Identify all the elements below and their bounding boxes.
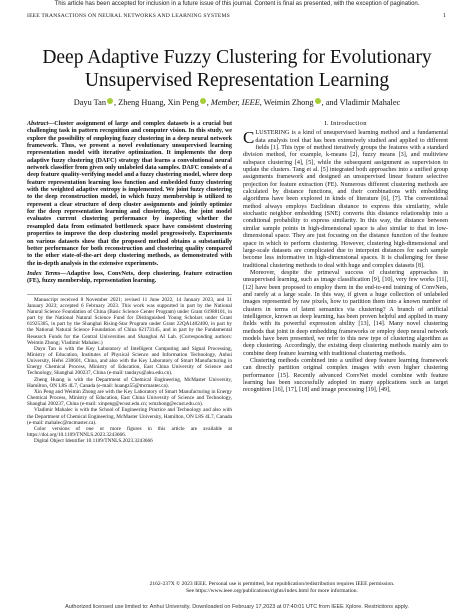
running-head: IEEE TRANSACTIONS ON NEURAL NETWORKS AND LEARNING SYSTEMS	[27, 13, 230, 19]
footnote-author-2: Zheng Huang is with the Department of Chemical Engineering, McMaster University, Hamilton, ON L8S 4L7, Canada (e-mail: huangz55@mcmaster.ca).	[27, 376, 232, 389]
right-column	[243, 120, 448, 395]
intro-paragraph-3: Clustering methods combined into a unified deep feature learning framework can directly partition original complex images with even higher clustering performance [15]. Recently advanced ConvNet model combine with feature learning has been successfully adopted in many applications such as target recognition [16], [17], [18] and image processing [19], [49],	[243, 358, 448, 394]
intro-paragraph-1	[243, 130, 448, 270]
author-list: Dayu Tan , Zheng Huang, Xin Peng , Member, IEEE, Weimin Zhong , and Vladimir Mahalec	[73, 98, 401, 107]
abstract-text: —Cluster assignment of large and complex datasets is a crucial but challenging task in pattern recognition and computer vision. In this study, we explore the possibility of employing fuzzy clustering in a deep neural network framework. Thus, we present a novel evolutionary unsupervised learning representation model with iterative optimization. It implements the deep adaptive fuzzy clustering (DAFC) strategy that learns a convolutional neural network classifier from given only unlabeled data samples. DAFC consists of a deep feature quality-verifying model and a fuzzy clustering model, where deep feature representation learning loss function and embedded fuzzy clustering with the weighted adaptive entropy is implemented. We joint fuzzy clustering to the deep reconstruction model, in which fuzzy membership is utilized to represent a clear structure of deep cluster assignments and jointly optimize for the deep representation learning and clustering. Also, the joint model evaluates current clustering performance by inspecting whether the resampled data from estimated bottleneck space have consistent clustering properties to improve the deep clustering model progressively. Experiments on various datasets show that the proposed method obtains a substantially better performance for both reconstruction and clustering quality compared to the other state-of-the-art deep clustering methods, as demonstrated with the in-depth analysis in the extensive experiments.	[27, 121, 232, 267]
index-terms-text: —Adaptive loss, ConvNets, deep clustering, feature extraction (FE), fuzzy membership, representation learning.	[27, 270, 232, 285]
footnote-author-5: Vladimir Mahalec is with the School of Engineering Practice and Technology and also with the Department of Chemical Engineering, McMaster University, Hamilton, ON L8S 4L7, Canada (e-mail: mahalec@mcmaster.ca).	[27, 407, 232, 426]
copyright-footer	[0, 581, 474, 594]
footnote-author-3-4: Xin Peng and Weimin Zhong are with the Key Laboratory of Smart Manufacturing in Energy Chemical Process, Ministry of Education, East China University of Science and Technology, Shanghai 200237, China (e-mail: xinpeng@ecust.edu.cn; wmzhong@ecust.edu.cn).	[27, 388, 232, 408]
orcid-icon[interactable]	[107, 98, 113, 104]
rights-link-line[interactable]: See https://www.ieee.org/publications/rights/index.html for more information.	[186, 587, 358, 594]
author-1[interactable]: Dayu Tan	[73, 98, 106, 107]
intro-paragraph-1-text: LUSTERING is a kind of unsupervised learning method and a fundamental data analysis tool that has been extensively studied and applied to different fields [1]. This type of method iteratively groups the features with a standard division method, for example, k-means [2], fuzzy means [3], and multiview subspace clustering [4], [5], while the subsequent assignment as supervision to update the clusters. Tang et al. [5] integrated both approaches into a unified group assignments framework and designed an unsupervised linear feature selective projection for feature extraction (FE). Numerous different clustering methods are calculated by distance functions, and their combinations with embedding algorithms have been explored in kinds of literature [6], [7]. The conventional method always employs Euclidean distance to express this similarity, while stochastic neighbor embedding (SNE) converts this distance relationship into a conditional probability to express similarity. In this way, the distance between similar sample points in high-dimensional space is also similar to that in low-dimensional space. They are just focusing on the distance function of the feature space in which to perform clustering. However, clustering high-dimensional and large-scale datasets are complicated due to interpoint distances for each sample become less informative in high-dimensional spaces. It is challenging for these traditional clustering methods to deal with huge and complex datasets [8].	[243, 130, 448, 269]
footnote-manuscript: Manuscript received 8 November 2021; revised 11 June 2022, 14 January 2023, and 31 January 2023; accepted 6 February 2023. This work was supported in part by the National Natural Science Foundation of China (Basic Science Center Program) under Grant 61988101, in part by the National Natural Science Fund for Distinguished Young Scholars under Grant 61925305, in part by the Shanghai Rising-Star Program under Grant 22QA1402400, in part by the National Natural Science Foundation of China 62173145, and in part by the Fundamental Research Funds for the Central Universities and Shanghai AI Lab. (Corresponding authors: Weimin Zhong; Vladimir Mahalec.)	[27, 296, 232, 346]
abstract	[27, 121, 232, 268]
author-5[interactable]: , and Vladimir Mahalec	[321, 98, 401, 107]
footnote-doi[interactable]: Digital Object Identifier 10.1109/TNNLS.2023.3243666	[34, 438, 153, 445]
paper-title	[20, 46, 454, 92]
page-number: 1	[443, 13, 446, 19]
intro-paragraph-2: Moreover, despite the primeval success of clustering approaches in unsupervised learning, such as image classification [9], [10], very few works [11], [12] have been proposed to employ them in the end-to-end training of ConvNets, and rarely at a large scale. In this way, if given a huge collection of unlabeled images represented by raw pixels, how to partition them into a known number of clusters in terms of latent semantics via clustering? A branch of artificial intelligence, known as deep learning, has been proven helpful and applied in many fields with its powerful expression ability [13], [14]. Many novel clustering methods that joint in deep embedding frameworks or employ deep neural network models have been presented, we refer to this new type of clustering algorithm as deep clustering. Accordingly, the existing deep clustering methods mainly aim to combine deep feature learning with traditional clustering methods.	[243, 269, 448, 357]
license-banner: Authorized licensed use limited to: Anhui University. Downloaded on February 17,2023 at 07:40:01 UTC from IEEE Xplore. Restrictions apply.	[65, 604, 409, 610]
copyright-line: 2162-237X © 2023 IEEE. Personal use is permitted, but republication/redistribution requires IEEE permission.	[149, 581, 395, 587]
footnotes	[27, 294, 232, 445]
title-line-1: Deep Adaptive Fuzzy Clustering for Evolutionary	[42, 47, 432, 68]
index-terms-label: Index Terms	[27, 270, 61, 277]
index-terms	[27, 271, 232, 286]
left-column	[27, 121, 232, 444]
section-heading: I. Introduction	[324, 120, 367, 127]
author-2-3[interactable]: Zheng Huang, Xin Peng	[118, 98, 199, 107]
footnote-color[interactable]: Color versions of one or more figures in this article are available at https://doi.org/10.1109/TNNLS.2023.3243666.	[27, 425, 232, 438]
footnote-author-1: Dayu Tan is with the Key Laboratory of Intelligent Computing and Signal Processing, Ministry of Education, Institutes of Physical Science and Information Technology, Anhui University, Hefei 230601, China, and also with the Key Laboratory of Smart Manufacturing in Energy Chemical Process, Ministry of Education, East China University of Science and Technology, Shanghai 200237, China (e-mail: tandayu@ahu.edu.cn).	[27, 345, 232, 377]
orcid-icon[interactable]	[315, 98, 321, 104]
drop-cap: C	[243, 128, 255, 148]
orcid-icon[interactable]	[200, 98, 206, 104]
member-note: , Member, IEEE	[206, 98, 260, 107]
title-line-2: Unsupervised Representation Learning	[84, 70, 390, 91]
abstract-label: Abstract	[27, 121, 49, 127]
author-4[interactable]: , Weimin Zhong	[259, 98, 314, 107]
acceptance-banner: This article has been accepted for inclusion in a future issue of this journal. Content is final as presented, with the exception of pagination.	[54, 1, 420, 7]
